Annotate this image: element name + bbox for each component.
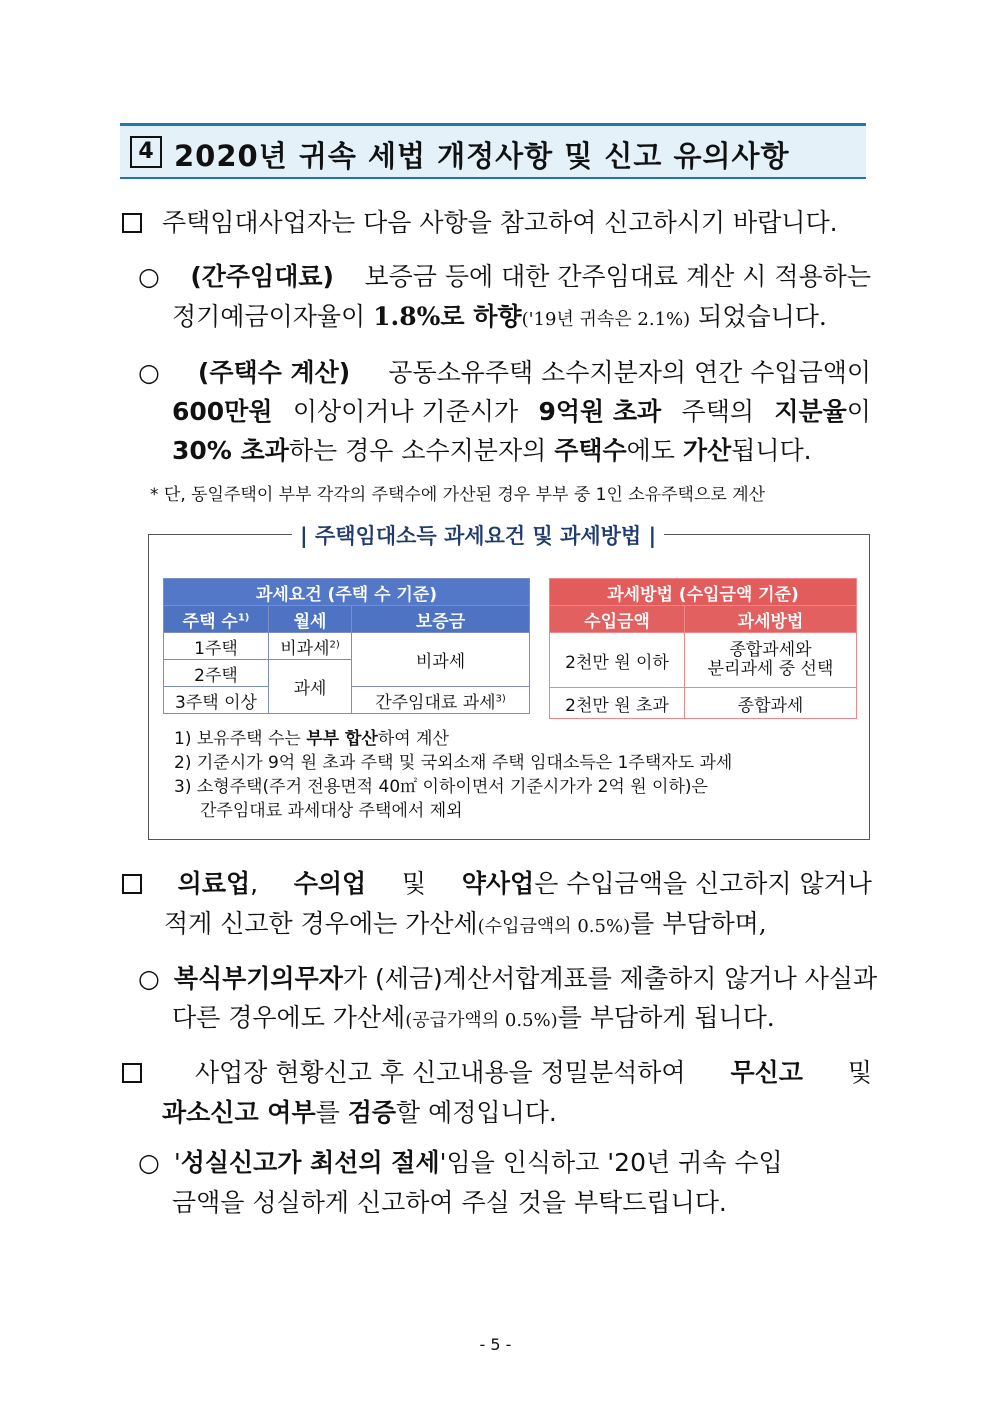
checkbox-square-icon — [122, 1063, 142, 1083]
table-cell: 비과세$^{2)}$ — [269, 633, 352, 660]
section2-bullet-line1: ○ 복식부기의무자가 (세금)계산서합계표를 제출하지 않거나 사실과 — [138, 962, 871, 996]
bullet2-line2: 600만원 이상이거나 기준시가 9억원 초과 주택의 지분율이 — [172, 397, 871, 426]
table-cell: 종합과세 — [685, 688, 857, 719]
col-house-count: 주택 수$^{1)}$ — [164, 606, 269, 633]
table-cell: 2천만 원 초과 — [550, 688, 685, 719]
section-title: 2020년 귀속 세법 개정사항 및 신고 유의사항 — [174, 139, 790, 173]
footnote-1: 1) 보유주택 수는 부부 합산하여 계산 — [174, 729, 449, 749]
footnote-3: 3) 소형주택(주거 전용면적 40㎡ 이하이면서 기준시가가 2억 원 이하)은 — [174, 777, 708, 797]
tax-table-title: | 주택임대소득 과세요건 및 과세방법 | — [292, 520, 664, 550]
bullet2-line1: ○ (주택수 계산) 공동소유주택 소수지분자의 연간 수입금액이 — [138, 356, 871, 390]
bullet1-line1: ○ (간주임대료) 보증금 등에 대한 간주임대료 계산 시 적용하는 — [138, 260, 871, 294]
section2-bullet-line2: 다른 경우에도 가산세(공급가액의 0.5%)를 부담하게 됩니다. — [172, 1003, 775, 1032]
section-number: 4 — [130, 136, 162, 168]
circle-bullet-icon: ○ — [138, 262, 160, 291]
col-monthly: 월세 — [269, 606, 352, 633]
footnote-2: 2) 기준시가 9억 원 초과 주택 및 국외소재 주택 임대소득은 1주택자도 과세 — [174, 753, 733, 773]
table-cell: 비과세 — [352, 633, 530, 687]
col-deposit: 보증금 — [352, 606, 530, 633]
left-table-header: 과세요건 (주택 수 기준) — [164, 579, 530, 606]
page-number: - 5 - — [479, 1335, 512, 1354]
section1-heading: 주택임대사업자는 다음 사항을 참고하여 신고하시기 바랍니다. — [122, 206, 866, 240]
left-tax-table — [163, 578, 530, 714]
section3-bullet-line2: 금액을 성실하게 신고하여 주실 것을 부탁드립니다. — [172, 1188, 727, 1217]
section3-line2: 과소신고 여부를 검증할 예정입니다. — [162, 1098, 557, 1127]
bullet1-line2: 정기예금이자율이 1.8%로 하향('19년 귀속은 2.1%) 되었습니다. — [172, 302, 827, 331]
circle-bullet-icon: ○ — [138, 964, 160, 993]
right-table-header: 과세방법 (수입금액 기준) — [550, 579, 857, 606]
col-method: 과세방법 — [685, 606, 857, 633]
circle-bullet-icon: ○ — [138, 1148, 160, 1177]
table-cell: 과세 — [269, 660, 352, 714]
section2-line2: 적게 신고한 경우에는 가산세(수입금액의 0.5%)를 부담하며, — [164, 909, 767, 938]
circle-bullet-icon: ○ — [138, 358, 160, 387]
section3-bullet-line1: ○ '성실신고가 최선의 절세'임을 인식하고 '20년 귀속 수입 — [138, 1146, 871, 1180]
right-tax-table — [549, 578, 857, 719]
table-cell: 2주택 — [164, 660, 269, 687]
table-cell: 2천만 원 이하 — [550, 633, 685, 688]
checkbox-square-icon — [122, 874, 142, 894]
section2-line1: 의료업, 수의업 및 약사업은 수입금액을 신고하지 않거나 — [122, 867, 872, 901]
table-cell: 종합과세와 분리과세 중 선택 — [685, 633, 857, 688]
table-cell: 3주택 이상 — [164, 687, 269, 714]
table-cell: 1주택 — [164, 633, 269, 660]
checkbox-square-icon — [122, 213, 142, 233]
section-title-bar — [120, 123, 866, 179]
section1-note: * 단, 동일주택이 부부 각각의 주택수에 가산된 경우 부부 중 1인 소유주택으로 계산 — [150, 485, 766, 505]
footnote-3-cont: 간주임대료 과세대상 주택에서 제외 — [200, 801, 463, 821]
table-cell: 간주임대료 과세$^{3)}$ — [352, 687, 530, 714]
bullet2-line3: 30% 초과하는 경우 소수지분자의 주택수에도 가산됩니다. — [172, 436, 812, 465]
col-income: 수입금액 — [550, 606, 685, 633]
section3-line1: 사업장 현황신고 후 신고내용을 정밀분석하여 무신고 및 — [122, 1056, 872, 1090]
